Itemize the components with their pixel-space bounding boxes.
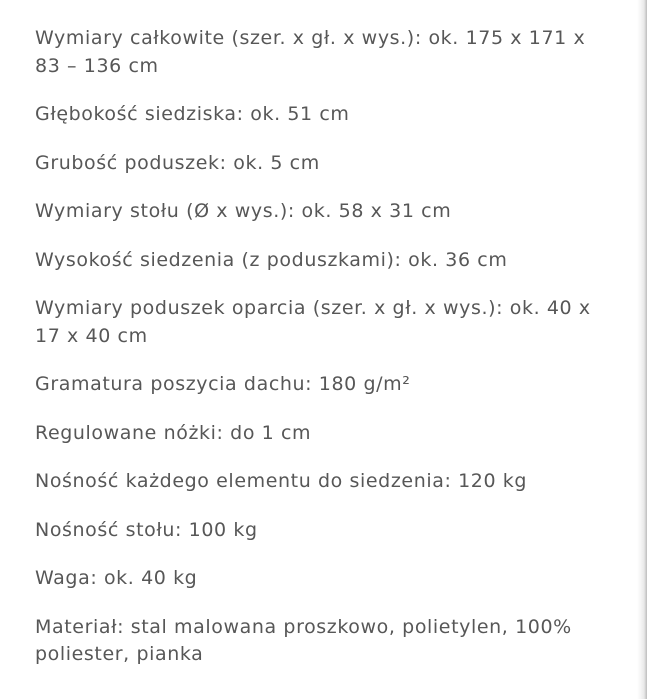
spec-roof-fabric-weight: Gramatura poszycia dachu: 180 g/m² (35, 373, 411, 395)
spec-cushion-thickness: Grubość poduszek: ok. 5 cm (35, 151, 320, 174)
product-specifications-list (35, 25, 615, 690)
spec-seat-load-capacity: Nośność każdego elementu do siedzenia: 120 kg (35, 470, 528, 492)
spec-weight: Waga: ok. 40 kg (35, 567, 198, 589)
spec-adjustable-feet: Regulowane nóżki: do 1 cm (35, 421, 312, 444)
spec-overall-dimensions: Wymiary całkowite (szer. x gł. x wys.): ok. 175 x 171 x 83 – 136 cm (35, 27, 586, 77)
spec-seat-depth: Głębokość siedziska: ok. 51 cm (35, 103, 350, 125)
spec-back-cushion-dimensions: Wymiary poduszek oparcia (szer. x gł. x wys.): ok. 40 x 17 x 40 cm (35, 297, 591, 347)
page-edge-shadow (637, 0, 647, 699)
spec-seat-height: Wysokość siedzenia (z poduszkami): ok. 36 cm (35, 248, 508, 271)
spec-table-dimensions: Wymiary stołu (Ø x wys.): ok. 58 x 31 cm (35, 200, 452, 222)
spec-material: Materiał: stal malowana proszkowo, polietylen, 100% poliester, pianka (35, 615, 572, 665)
spec-table-load-capacity: Nośność stołu: 100 kg (35, 518, 258, 541)
